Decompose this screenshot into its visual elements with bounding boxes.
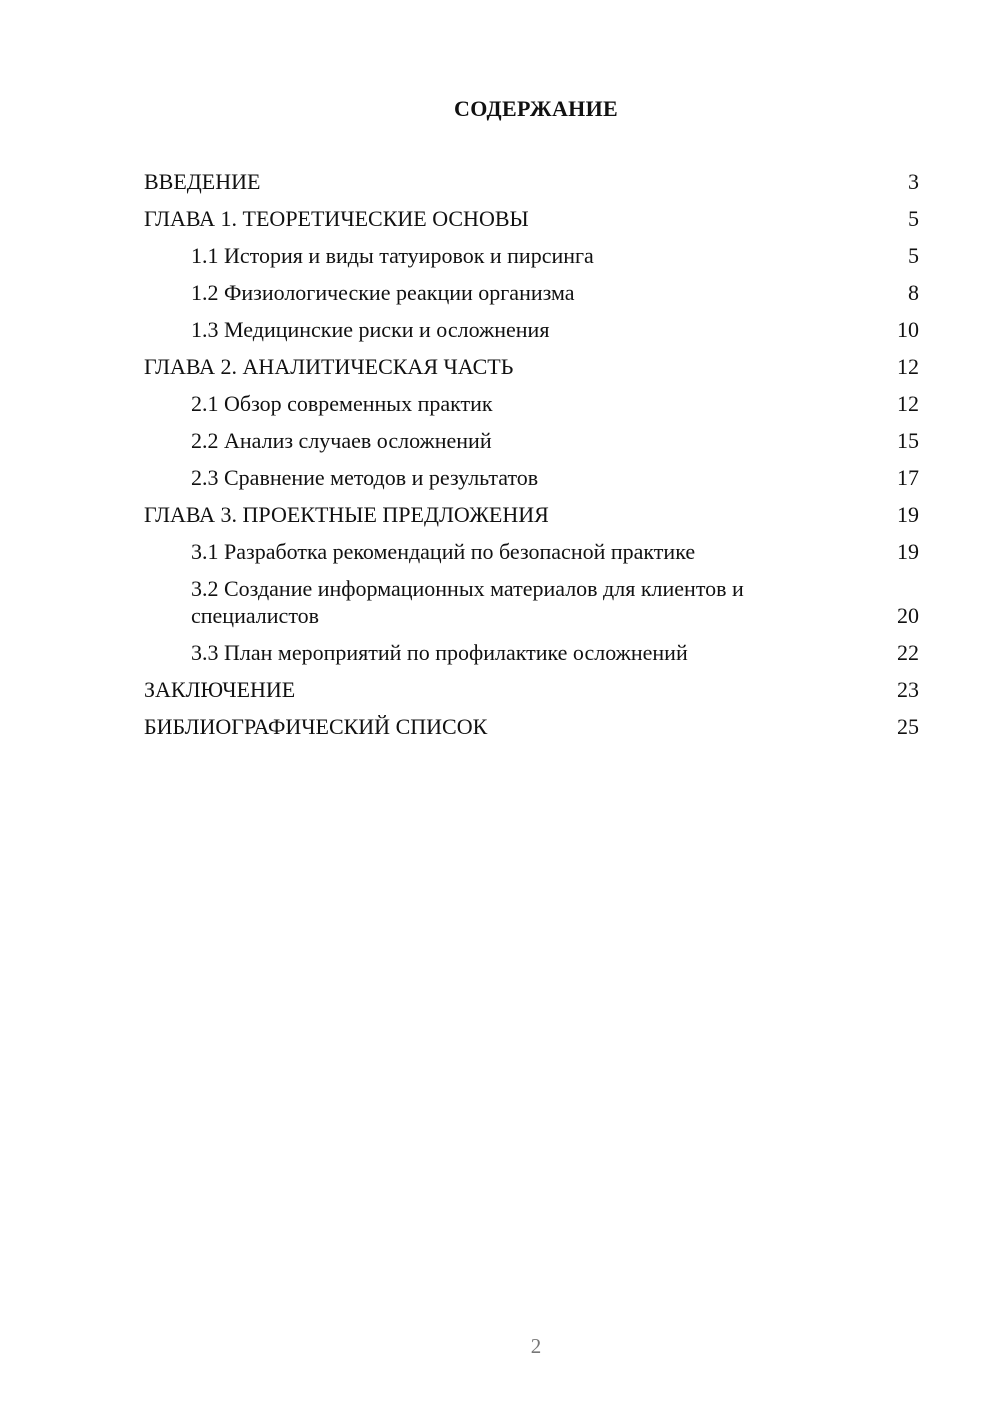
toc-entry-conclusion[interactable] <box>144 676 919 703</box>
toc-entry-text: БИБЛИОГРАФИЧЕСКИЙ СПИСОК <box>144 714 488 739</box>
toc-entry-text: 3.2 Создание информационных материалов для клиентов и специалистов <box>191 576 744 628</box>
toc-entry-page: 3 <box>908 169 919 194</box>
toc-entry-page: 25 <box>897 714 919 739</box>
toc-entry-section-3-3[interactable] <box>144 639 919 666</box>
toc-entry-text: 1.2 Физиологические реакции организма <box>191 280 575 305</box>
toc-entry-page: 10 <box>897 317 919 342</box>
page-number: 2 <box>530 1334 542 1358</box>
toc-entry-page: 17 <box>897 465 919 490</box>
toc-entry-text: 3.3 План мероприятий по профилактике осложнений <box>191 640 688 665</box>
toc-entry-chapter-2[interactable] <box>144 353 919 380</box>
toc-entry-page: 15 <box>897 428 919 453</box>
toc-entry-page: 20 <box>897 603 919 628</box>
page-title: СОДЕРЖАНИЕ <box>454 96 618 121</box>
toc-entry-text: 2.2 Анализ случаев осложнений <box>191 428 492 453</box>
toc-entry-text: ЗАКЛЮЧЕНИЕ <box>144 677 296 702</box>
toc-entry-text: 1.1 История и виды татуировок и пирсинга <box>191 243 594 268</box>
toc-entry-text: ГЛАВА 1. ТЕОРЕТИЧЕСКИЕ ОСНОВЫ <box>144 206 529 231</box>
toc-entry-section-3-2[interactable] <box>144 575 919 629</box>
toc-entry-section-1-2[interactable] <box>144 279 919 306</box>
toc-entry-chapter-1[interactable] <box>144 205 919 232</box>
toc-entry-text: 2.3 Сравнение методов и результатов <box>191 465 539 490</box>
toc-entry-page: 19 <box>897 502 919 527</box>
toc-entry-text: 3.1 Разработка рекомендаций по безопасной практике <box>191 539 696 564</box>
toc-entry-section-1-3[interactable] <box>144 316 919 343</box>
table-of-contents <box>144 168 919 750</box>
toc-entry-text: ГЛАВА 3. ПРОЕКТНЫЕ ПРЕДЛОЖЕНИЯ <box>144 502 549 527</box>
toc-entry-page: 5 <box>908 206 919 231</box>
toc-entry-section-3-1[interactable] <box>144 538 919 565</box>
toc-entry-page: 12 <box>897 354 919 379</box>
toc-entry-text: ГЛАВА 2. АНАЛИТИЧЕСКАЯ ЧАСТЬ <box>144 354 514 379</box>
toc-entry-text: 1.3 Медицинские риски и осложнения <box>191 317 550 342</box>
toc-entry-page: 19 <box>897 539 919 564</box>
toc-entry-bibliography[interactable] <box>144 713 919 740</box>
toc-entry-page: 22 <box>897 640 919 665</box>
toc-entry-text: 2.1 Обзор современных практик <box>191 391 493 416</box>
toc-entry-introduction[interactable] <box>144 168 919 195</box>
toc-entry-text: ВВЕДЕНИЕ <box>144 169 261 194</box>
toc-entry-section-2-1[interactable] <box>144 390 919 417</box>
toc-entry-section-2-2[interactable] <box>144 427 919 454</box>
toc-entry-section-2-3[interactable] <box>144 464 919 491</box>
toc-entry-page: 8 <box>908 280 919 305</box>
toc-entry-chapter-3[interactable] <box>144 501 919 528</box>
toc-entry-page: 23 <box>897 677 919 702</box>
toc-entry-section-1-1[interactable] <box>144 242 919 269</box>
toc-entry-page: 5 <box>908 243 919 268</box>
toc-entry-page: 12 <box>897 391 919 416</box>
